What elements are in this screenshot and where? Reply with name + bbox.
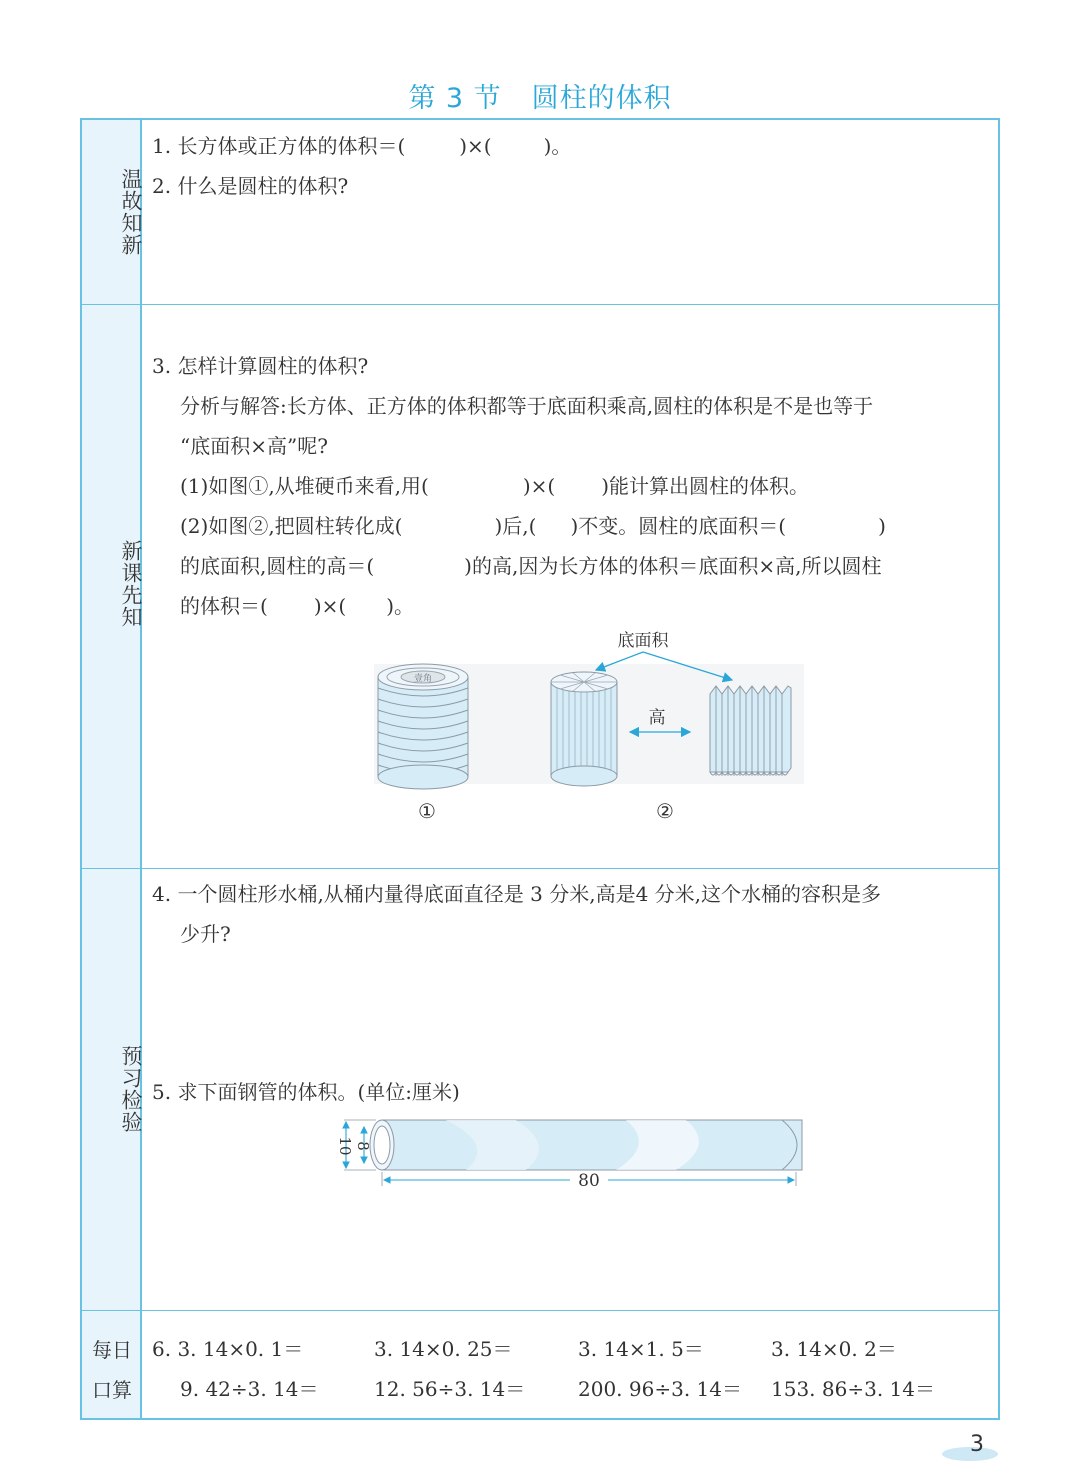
cylinder-figure: [360, 622, 820, 832]
section-name: 圆柱的体积: [531, 83, 672, 114]
sliced-cylinder: [551, 672, 617, 786]
mental-math-4: 3. 14×0. 2＝: [771, 1337, 897, 1361]
question-3-part-3: 的底面积,圆柱的高＝( )的高,因为长方体的体积＝底面积×高,所以圆柱: [180, 554, 882, 578]
label-check: 预习检验: [119, 1045, 143, 1133]
mental-math-7: 200. 96÷3. 14＝: [578, 1377, 742, 1401]
coin-text: 壹角: [413, 674, 433, 684]
divider: [82, 304, 998, 305]
coin-stack: [378, 664, 468, 789]
sidebar: [82, 120, 142, 1418]
question-1: 1. 长方体或正方体的体积＝( )×( )。: [152, 134, 572, 158]
steel-pipe-figure: [326, 1110, 816, 1192]
mental-math-6: 12. 56÷3. 14＝: [374, 1377, 526, 1401]
length-label: 80: [578, 1171, 600, 1191]
figure-1-label: ①: [418, 799, 436, 823]
mental-math-3: 3. 14×1. 5＝: [578, 1337, 704, 1361]
divider: [82, 1310, 998, 1311]
label-daily-1: 每日: [92, 1338, 132, 1362]
label-daily-2: 口算: [92, 1378, 132, 1402]
figure-2-label: ②: [656, 799, 674, 823]
question-4-line-2: 少升?: [180, 922, 231, 946]
divider: [82, 868, 998, 869]
steel-pipe: [370, 1120, 802, 1170]
question-3-part-1: (1)如图①,从堆硬币来看,用( )×( )能计算出圆柱的体积。: [180, 474, 810, 498]
label-new: 新课先知: [119, 540, 143, 628]
outer-diameter-label: 10: [336, 1136, 354, 1156]
question-3-analysis-2: “底面积×高”呢?: [180, 434, 328, 458]
question-5: 5. 求下面钢管的体积。(单位:厘米): [152, 1080, 460, 1104]
section-number: 第 3 节: [408, 83, 502, 114]
question-3-title: 3. 怎样计算圆柱的体积?: [152, 354, 369, 378]
label-height: 高: [648, 708, 666, 728]
inner-diameter-label: 8: [354, 1141, 372, 1151]
label-review: 温故知新: [119, 168, 143, 256]
question-3-part-2: (2)如图②,把圆柱转化成( )后,( )不变。圆柱的底面积＝( ): [180, 514, 886, 538]
question-4: 4. 一个圆柱形水桶,从桶内量得底面直径是 3 分米,高是4 分米,这个水桶的容积是多: [152, 882, 882, 906]
section-title: [0, 76, 1080, 115]
mental-math-5: 9. 42÷3. 14＝: [180, 1377, 319, 1401]
question-3-analysis: 分析与解答:长方体、正方体的体积都等于底面积乘高,圆柱的体积是不是也等于: [180, 394, 874, 418]
mental-math-2: 3. 14×0. 25＝: [374, 1337, 513, 1361]
approx-cuboid: [710, 686, 791, 776]
question-3-part-4: 的体积＝( )×( )。: [180, 594, 414, 618]
label-base-area: 底面积: [617, 631, 669, 651]
question-2: 2. 什么是圆柱的体积?: [152, 174, 349, 198]
mental-math-1: 6. 3. 14×0. 1＝: [152, 1337, 304, 1361]
mental-math-8: 153. 86÷3. 14＝: [771, 1377, 935, 1401]
page-number: 3: [970, 1432, 984, 1457]
